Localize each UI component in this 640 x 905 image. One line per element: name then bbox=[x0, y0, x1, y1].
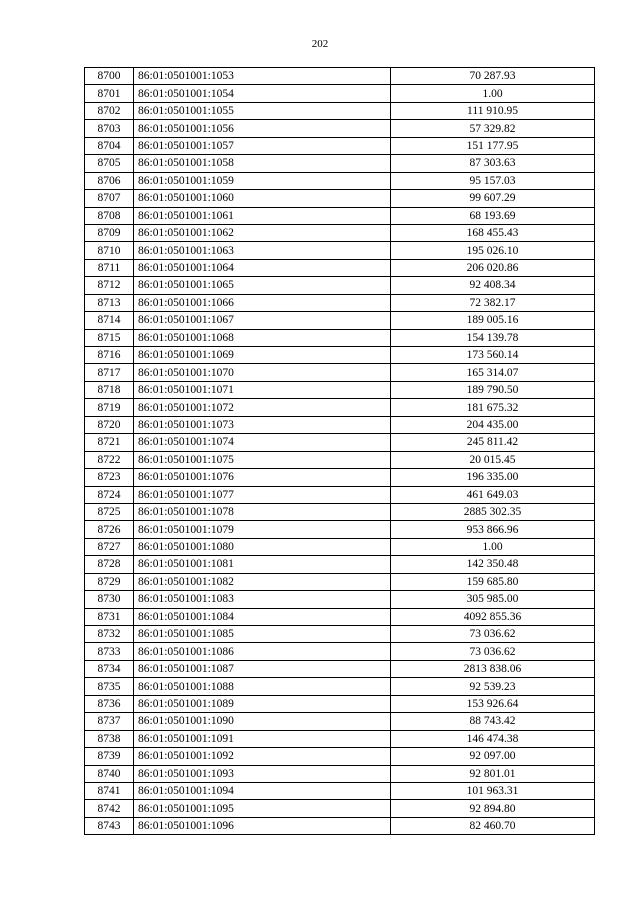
row-number-cell: 8724 bbox=[85, 486, 134, 503]
table-row bbox=[85, 172, 595, 189]
cadastral-number-cell: 86:01:0501001:1072 bbox=[134, 399, 391, 416]
cadastral-number-cell: 86:01:0501001:1073 bbox=[134, 416, 391, 433]
cadastral-number-cell: 86:01:0501001:1053 bbox=[134, 68, 391, 85]
cadastral-value-cell: 2885 302.35 bbox=[391, 503, 595, 520]
cadastral-number-cell: 86:01:0501001:1077 bbox=[134, 486, 391, 503]
row-number-cell: 8709 bbox=[85, 224, 134, 241]
row-number-cell: 8735 bbox=[85, 678, 134, 695]
cadastral-value-cell: 92 097.00 bbox=[391, 748, 595, 765]
cadastral-value-cell: 1.00 bbox=[391, 538, 595, 555]
row-number-cell: 8718 bbox=[85, 381, 134, 398]
row-number-cell: 8742 bbox=[85, 800, 134, 817]
table-row bbox=[85, 695, 595, 712]
cadastral-number-cell: 86:01:0501001:1061 bbox=[134, 207, 391, 224]
table-row bbox=[85, 626, 595, 643]
cadastral-value-cell: 1.00 bbox=[391, 85, 595, 102]
cadastral-number-cell: 86:01:0501001:1081 bbox=[134, 556, 391, 573]
cadastral-value-cell: 305 985.00 bbox=[391, 591, 595, 608]
table-row bbox=[85, 748, 595, 765]
row-number-cell: 8728 bbox=[85, 556, 134, 573]
table-row bbox=[85, 190, 595, 207]
row-number-cell: 8716 bbox=[85, 347, 134, 364]
row-number-cell: 8730 bbox=[85, 591, 134, 608]
table-row bbox=[85, 800, 595, 817]
cadastral-number-cell: 86:01:0501001:1055 bbox=[134, 102, 391, 119]
cadastral-value-cell: 142 350.48 bbox=[391, 556, 595, 573]
cadastral-number-cell: 86:01:0501001:1056 bbox=[134, 120, 391, 137]
table-row bbox=[85, 556, 595, 573]
row-number-cell: 8729 bbox=[85, 573, 134, 590]
cadastral-number-cell: 86:01:0501001:1086 bbox=[134, 643, 391, 660]
cadastral-value-cell: 206 020.86 bbox=[391, 259, 595, 276]
table-row bbox=[85, 207, 595, 224]
table-row bbox=[85, 678, 595, 695]
cadastral-number-cell: 86:01:0501001:1071 bbox=[134, 381, 391, 398]
cadastral-value-cell: 82 460.70 bbox=[391, 817, 595, 834]
cadastral-value-cell: 181 675.32 bbox=[391, 399, 595, 416]
cadastral-number-cell: 86:01:0501001:1058 bbox=[134, 155, 391, 172]
cadastral-value-cell: 151 177.95 bbox=[391, 137, 595, 154]
table-row bbox=[85, 503, 595, 520]
cadastral-number-cell: 86:01:0501001:1096 bbox=[134, 817, 391, 834]
row-number-cell: 8707 bbox=[85, 190, 134, 207]
cadastral-number-cell: 86:01:0501001:1089 bbox=[134, 695, 391, 712]
cadastral-value-cell: 92 408.34 bbox=[391, 277, 595, 294]
table-row bbox=[85, 817, 595, 834]
row-number-cell: 8737 bbox=[85, 713, 134, 730]
cadastral-number-cell: 86:01:0501001:1092 bbox=[134, 748, 391, 765]
cadastral-number-cell: 86:01:0501001:1075 bbox=[134, 451, 391, 468]
row-number-cell: 8738 bbox=[85, 730, 134, 747]
table-row bbox=[85, 782, 595, 799]
table-row bbox=[85, 364, 595, 381]
table-row bbox=[85, 242, 595, 259]
cadastral-number-cell: 86:01:0501001:1059 bbox=[134, 172, 391, 189]
table-row bbox=[85, 730, 595, 747]
row-number-cell: 8702 bbox=[85, 102, 134, 119]
cadastral-value-cell: 68 193.69 bbox=[391, 207, 595, 224]
cadastral-value-cell: 189 790.50 bbox=[391, 381, 595, 398]
row-number-cell: 8720 bbox=[85, 416, 134, 433]
row-number-cell: 8740 bbox=[85, 765, 134, 782]
table-row bbox=[85, 224, 595, 241]
table-row bbox=[85, 573, 595, 590]
row-number-cell: 8717 bbox=[85, 364, 134, 381]
table-row bbox=[85, 521, 595, 538]
cadastral-value-cell: 73 036.62 bbox=[391, 626, 595, 643]
cadastral-number-cell: 86:01:0501001:1090 bbox=[134, 713, 391, 730]
row-number-cell: 8731 bbox=[85, 608, 134, 625]
cadastral-value-cell: 57 329.82 bbox=[391, 120, 595, 137]
cadastral-number-cell: 86:01:0501001:1063 bbox=[134, 242, 391, 259]
row-number-cell: 8725 bbox=[85, 503, 134, 520]
table-row bbox=[85, 259, 595, 276]
cadastral-value-cell: 154 139.78 bbox=[391, 329, 595, 346]
row-number-cell: 8703 bbox=[85, 120, 134, 137]
cadastral-value-cell: 168 455.43 bbox=[391, 224, 595, 241]
cadastral-value-cell: 4092 855.36 bbox=[391, 608, 595, 625]
cadastral-number-cell: 86:01:0501001:1084 bbox=[134, 608, 391, 625]
table-row bbox=[85, 538, 595, 555]
cadastral-value-cell: 159 685.80 bbox=[391, 573, 595, 590]
table-body bbox=[85, 68, 595, 835]
row-number-cell: 8722 bbox=[85, 451, 134, 468]
cadastral-value-cell: 72 382.17 bbox=[391, 294, 595, 311]
cadastral-value-cell: 87 303.63 bbox=[391, 155, 595, 172]
cadastral-number-cell: 86:01:0501001:1094 bbox=[134, 782, 391, 799]
table-row bbox=[85, 660, 595, 677]
cadastral-value-cell: 111 910.95 bbox=[391, 102, 595, 119]
cadastral-number-cell: 86:01:0501001:1093 bbox=[134, 765, 391, 782]
row-number-cell: 8736 bbox=[85, 695, 134, 712]
table-row bbox=[85, 381, 595, 398]
page-number: 202 bbox=[311, 38, 329, 50]
cadastral-value-cell: 195 026.10 bbox=[391, 242, 595, 259]
cadastral-number-cell: 86:01:0501001:1054 bbox=[134, 85, 391, 102]
cadastral-number-cell: 86:01:0501001:1065 bbox=[134, 277, 391, 294]
row-number-cell: 8708 bbox=[85, 207, 134, 224]
row-number-cell: 8719 bbox=[85, 399, 134, 416]
row-number-cell: 8732 bbox=[85, 626, 134, 643]
cadastral-value-cell: 189 005.16 bbox=[391, 312, 595, 329]
cadastral-value-cell: 92 801.01 bbox=[391, 765, 595, 782]
row-number-cell: 8713 bbox=[85, 294, 134, 311]
row-number-cell: 8714 bbox=[85, 312, 134, 329]
cadastral-number-cell: 86:01:0501001:1067 bbox=[134, 312, 391, 329]
row-number-cell: 8712 bbox=[85, 277, 134, 294]
cadastral-number-cell: 86:01:0501001:1062 bbox=[134, 224, 391, 241]
row-number-cell: 8711 bbox=[85, 259, 134, 276]
row-number-cell: 8726 bbox=[85, 521, 134, 538]
row-number-cell: 8733 bbox=[85, 643, 134, 660]
row-number-cell: 8700 bbox=[85, 68, 134, 85]
row-number-cell: 8743 bbox=[85, 817, 134, 834]
cadastral-number-cell: 86:01:0501001:1068 bbox=[134, 329, 391, 346]
cadastral-number-cell: 86:01:0501001:1069 bbox=[134, 347, 391, 364]
table-row bbox=[85, 434, 595, 451]
cadastral-number-cell: 86:01:0501001:1095 bbox=[134, 800, 391, 817]
cadastral-number-cell: 86:01:0501001:1070 bbox=[134, 364, 391, 381]
table-row bbox=[85, 329, 595, 346]
cadastral-value-cell: 99 607.29 bbox=[391, 190, 595, 207]
table-row bbox=[85, 347, 595, 364]
cadastral-number-cell: 86:01:0501001:1080 bbox=[134, 538, 391, 555]
cadastral-value-cell: 146 474.38 bbox=[391, 730, 595, 747]
cadastral-value-cell: 70 287.93 bbox=[391, 68, 595, 85]
cadastral-value-cell: 173 560.14 bbox=[391, 347, 595, 364]
row-number-cell: 8734 bbox=[85, 660, 134, 677]
cadastral-value-cell: 196 335.00 bbox=[391, 469, 595, 486]
table-row bbox=[85, 399, 595, 416]
row-number-cell: 8721 bbox=[85, 434, 134, 451]
cadastral-value-cell: 73 036.62 bbox=[391, 643, 595, 660]
table-row bbox=[85, 120, 595, 137]
table-row bbox=[85, 643, 595, 660]
table-row bbox=[85, 416, 595, 433]
cadastral-value-cell: 95 157.03 bbox=[391, 172, 595, 189]
row-number-cell: 8723 bbox=[85, 469, 134, 486]
table-row bbox=[85, 312, 595, 329]
cadastral-value-cell: 165 314.07 bbox=[391, 364, 595, 381]
cadastral-value-cell: 245 811.42 bbox=[391, 434, 595, 451]
cadastral-number-cell: 86:01:0501001:1057 bbox=[134, 137, 391, 154]
table-row bbox=[85, 591, 595, 608]
cadastral-number-cell: 86:01:0501001:1078 bbox=[134, 503, 391, 520]
cadastral-value-cell: 88 743.42 bbox=[391, 713, 595, 730]
table-row bbox=[85, 85, 595, 102]
cadastral-number-cell: 86:01:0501001:1060 bbox=[134, 190, 391, 207]
cadastral-value-cell: 461 649.03 bbox=[391, 486, 595, 503]
cadastral-value-cell: 204 435.00 bbox=[391, 416, 595, 433]
cadastral-value-cell: 20 015.45 bbox=[391, 451, 595, 468]
table-row bbox=[85, 713, 595, 730]
cadastral-value-table bbox=[84, 67, 595, 835]
cadastral-number-cell: 86:01:0501001:1087 bbox=[134, 660, 391, 677]
cadastral-number-cell: 86:01:0501001:1091 bbox=[134, 730, 391, 747]
row-number-cell: 8739 bbox=[85, 748, 134, 765]
row-number-cell: 8705 bbox=[85, 155, 134, 172]
cadastral-number-cell: 86:01:0501001:1085 bbox=[134, 626, 391, 643]
cadastral-number-cell: 86:01:0501001:1079 bbox=[134, 521, 391, 538]
cadastral-number-cell: 86:01:0501001:1088 bbox=[134, 678, 391, 695]
row-number-cell: 8715 bbox=[85, 329, 134, 346]
cadastral-value-cell: 153 926.64 bbox=[391, 695, 595, 712]
table-row bbox=[85, 486, 595, 503]
table-row bbox=[85, 277, 595, 294]
cadastral-value-cell: 92 894.80 bbox=[391, 800, 595, 817]
row-number-cell: 8741 bbox=[85, 782, 134, 799]
row-number-cell: 8710 bbox=[85, 242, 134, 259]
row-number-cell: 8727 bbox=[85, 538, 134, 555]
table-row bbox=[85, 155, 595, 172]
cadastral-number-cell: 86:01:0501001:1066 bbox=[134, 294, 391, 311]
cadastral-number-cell: 86:01:0501001:1076 bbox=[134, 469, 391, 486]
cadastral-number-cell: 86:01:0501001:1064 bbox=[134, 259, 391, 276]
cadastral-value-cell: 953 866.96 bbox=[391, 521, 595, 538]
cadastral-number-cell: 86:01:0501001:1083 bbox=[134, 591, 391, 608]
table-row bbox=[85, 137, 595, 154]
cadastral-value-cell: 101 963.31 bbox=[391, 782, 595, 799]
table-row bbox=[85, 469, 595, 486]
table-row bbox=[85, 765, 595, 782]
row-number-cell: 8704 bbox=[85, 137, 134, 154]
table-row bbox=[85, 451, 595, 468]
table-row bbox=[85, 294, 595, 311]
table-row bbox=[85, 102, 595, 119]
row-number-cell: 8706 bbox=[85, 172, 134, 189]
cadastral-value-cell: 92 539.23 bbox=[391, 678, 595, 695]
row-number-cell: 8701 bbox=[85, 85, 134, 102]
cadastral-value-cell: 2813 838.06 bbox=[391, 660, 595, 677]
cadastral-number-cell: 86:01:0501001:1082 bbox=[134, 573, 391, 590]
table-row bbox=[85, 68, 595, 85]
table-row bbox=[85, 608, 595, 625]
cadastral-number-cell: 86:01:0501001:1074 bbox=[134, 434, 391, 451]
